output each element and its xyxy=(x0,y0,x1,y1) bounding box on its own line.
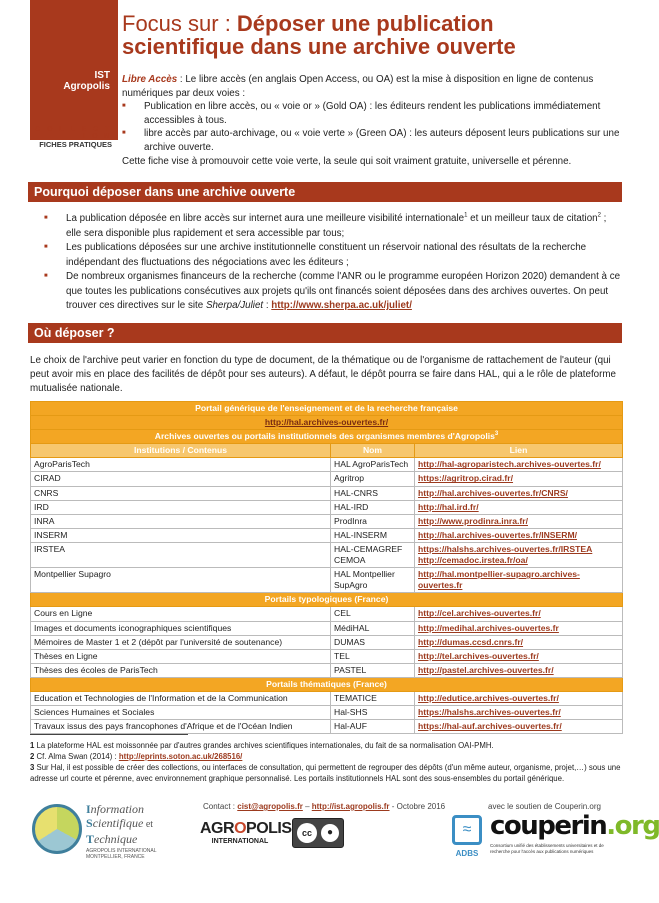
archive-name-cell: HAL Montpellier SupAgro xyxy=(331,568,415,593)
archive-link[interactable]: http://cel.archives-ouvertes.fr/ xyxy=(418,608,541,619)
archive-name-cell: TEL xyxy=(331,649,415,663)
archive-link[interactable]: http://pastel.archives-ouvertes.fr/ xyxy=(418,664,554,675)
archive-link[interactable]: http://hal.montpellier-supagro.archives-ouvertes.fr xyxy=(418,569,580,591)
archive-link[interactable]: http://dumas.ccsd.cnrs.fr/ xyxy=(418,636,524,647)
institution-cell: INSERM xyxy=(31,528,331,542)
intro-block: Libre Accès : Le libre accès (en anglais Open Access, ou OA) est la mise à disposition en ligne de contenus numériques par deux voies : ■ Publication en libre accès, ou « voie or » (Gold OA) : les éditeurs rendent les publications immédiatement accessibles à tous. ■ libre accès par auto-archivage, ou « voie verte » (Green OA) : les auteurs déposent leurs publications sur une archive ouverte. Cette fiche vise à promouvoir cette voie verte, la seule qui soit vraiment gratuite, universelle et pérenne. xyxy=(122,73,620,168)
badge-text: IST Agropolis xyxy=(63,70,110,92)
archive-name-cell: TEMATICE xyxy=(331,691,415,705)
table-row xyxy=(31,706,623,720)
table-row xyxy=(31,514,623,528)
creative-commons-icon: cc ● xyxy=(292,818,344,848)
table-row xyxy=(31,649,623,663)
institution-cell: Sciences Humaines et Sociales xyxy=(31,706,331,720)
table-row xyxy=(31,568,623,593)
archive-link[interactable]: https://agritrop.cirad.fr/ xyxy=(418,473,514,484)
archive-name-cell: HAL-CEMAGREF CEMOA xyxy=(331,542,415,567)
archive-name-cell: CEL xyxy=(331,607,415,621)
archive-link[interactable]: http://hal.archives-ouvertes.fr/INSERM/ xyxy=(418,529,578,540)
table-row xyxy=(31,458,623,472)
adbs-logo: ≈ ADBS xyxy=(450,815,484,870)
archive-link[interactable]: http://www.prodinra.inra.fr/ xyxy=(418,515,528,526)
footnote-2: 2 Cf. Alma Swan (2014) : http://eprints.soton.ac.uk/268516/ xyxy=(30,752,243,762)
archive-name-cell: PASTEL xyxy=(331,663,415,677)
archive-link[interactable]: http://edutice.archives-ouvertes.fr/ xyxy=(418,692,559,703)
archive-name-cell: DUMAS xyxy=(331,635,415,649)
intro-bullet: ■ libre accès par auto-archivage, ou « voie verte » (Green OA) : les auteurs déposent leurs publications sur une archive ouverte. xyxy=(122,127,620,154)
institution-cell: Cours en Ligne xyxy=(31,607,331,621)
table-header-row: Institutions / Contenus Nom Lien xyxy=(31,444,623,458)
footnote-1: 1 La plateforme HAL est moissonnée par d'autres grandes archives scientifiques internationales, du fait de sa normalisation OAI-PMH. xyxy=(30,741,494,750)
table-row xyxy=(31,500,623,514)
section-heading-where: Où déposer ? xyxy=(28,323,622,343)
archive-link[interactable]: http://tel.archives-ouvertes.fr/ xyxy=(418,650,539,661)
archive-link[interactable]: http://hal.archives-ouvertes.fr/CNRS/ xyxy=(418,487,568,498)
table-row xyxy=(31,663,623,677)
collection-badge xyxy=(30,0,118,140)
archive-link[interactable]: http://hal-agroparistech.archives-ouvertes.fr/ xyxy=(418,459,601,470)
footnote-divider xyxy=(30,734,188,735)
intro-bullet: ■ Publication en libre accès, ou « voie or » (Gold OA) : les éditeurs rendent les publications immédiatement accessibles à tous. xyxy=(122,100,620,127)
table-row xyxy=(31,607,623,621)
contact-line: Contact : cist@agropolis.fr – http://ist.agropolis.fr - Octobre 2016 xyxy=(203,802,446,811)
footnote-3: 3 Sur Hal, il est possible de créer des collections, ou interfaces de consultation, qui permettent de regrouper des dépôts (d'un même auteur, organisme, projet,…) sous une adresse url courte et pérenne, avec environnement graphique personnalisé. Les portails institutionnels HAL sont des sous-ensembles du portail générique. xyxy=(30,763,621,784)
swan-link[interactable]: http://eprints.soton.ac.uk/268516/ xyxy=(118,752,243,762)
archive-link[interactable]: https://halshs.archives-ouvertes.fr/ xyxy=(418,707,561,718)
table-row xyxy=(31,621,623,635)
archive-name-cell: Hal-AUF xyxy=(331,720,415,734)
collection-label xyxy=(30,126,118,149)
collection-word: C O L L E C T I O N xyxy=(35,126,112,140)
institution-cell: Thèses des écoles de ParisTech xyxy=(31,663,331,677)
institution-cell: AgroParisTech xyxy=(31,458,331,472)
table-row xyxy=(31,528,623,542)
table-row xyxy=(31,542,623,567)
ist-logo-emblem-icon xyxy=(32,804,82,854)
sherpa-juliet-link[interactable]: http://www.sherpa.ac.uk/juliet/ xyxy=(271,300,412,311)
institution-cell: Images et documents iconographiques scientifiques xyxy=(31,621,331,635)
institution-cell: Mémoires de Master 1 et 2 (dépôt par l'université de soutenance) xyxy=(31,635,331,649)
couperin-logo: couperin.org Consortium unifié des établissements universitaires et de recherche pour l'accès aux publications numériques xyxy=(490,811,659,854)
footnotes xyxy=(30,740,626,784)
series-name: FICHES PRATIQUES xyxy=(39,140,112,149)
archive-link[interactable]: https://hal-auf.archives-ouvertes.fr/ xyxy=(418,721,562,732)
archive-name-cell: HAL-INSERM xyxy=(331,528,415,542)
archives-table xyxy=(30,401,623,734)
archive-name-cell: Agritrop xyxy=(331,472,415,486)
why-list xyxy=(38,212,624,314)
archive-name-cell: Hal-SHS xyxy=(331,706,415,720)
agropolis-logo: AGROPOLIS INTERNATIONAL xyxy=(200,820,292,845)
table-row xyxy=(31,486,623,500)
table-band: Portails thématiques (France) xyxy=(31,677,623,691)
archive-link[interactable]: http://medihal.archives-ouvertes.fr xyxy=(418,622,559,633)
why-bullet-visibility: ■ La publication déposée en libre accès sur internet aura une meilleure visibilité internationale$^1$ et un meilleur taux de citation$^2$ ; elle sera disponible plus rapidement et sera accessible par tous; xyxy=(38,212,624,241)
ist-logo-subtitle: AGROPOLIS INTERNATIONAL MONTPELLIER, FRANCE xyxy=(86,848,157,860)
institution-cell: IRD xyxy=(31,500,331,514)
institution-cell: CIRAD xyxy=(31,472,331,486)
institution-cell: Montpellier Supagro xyxy=(31,568,331,593)
institution-cell: Thèses en Ligne xyxy=(31,649,331,663)
table-band xyxy=(31,416,623,430)
why-bullet-reservoir: ■ Les publications déposées sur une archive institutionnelle constituent un réservoir national des résultats de la recherche indépendant des fluctuations des négociations avec les éditeurs ; xyxy=(38,241,624,270)
where-text: Le choix de l'archive peut varier en fonction du type de document, de la thématique ou de l'organisme de rattachement de l'auteur (qui peut avoir mis en place des facilités de dépôt pour ses auteurs). A défaut, le dépôt pourra se faire dans HAL, qui a le rôle de plateforme mutualisée nationale. xyxy=(30,355,616,395)
contact-email-link[interactable]: cist@agropolis.fr xyxy=(237,802,303,811)
ist-logo-text: Information Scientifique et Technique xyxy=(86,802,154,846)
institution-cell: INRA xyxy=(31,514,331,528)
table-row xyxy=(31,720,623,734)
section-heading-why: Pourquoi déposer dans une archive ouverte xyxy=(28,182,622,202)
table-band: Portails typologiques (France) xyxy=(31,593,623,607)
term-libre-acces: Libre Accès xyxy=(122,74,178,85)
adbs-wave-icon: ≈ xyxy=(452,815,482,845)
table-row xyxy=(31,691,623,705)
archive-name-cell: HAL-IRD xyxy=(331,500,415,514)
page-title: Focus sur : Déposer une publication scientifique dans une archive ouverte xyxy=(122,11,516,59)
archive-name-cell: MédiHAL xyxy=(331,621,415,635)
archive-link[interactable]: https://halshs.archives-ouvertes.fr/IRSTEA http://cemadoc.irstea.fr/oa/ xyxy=(418,543,593,566)
table-row xyxy=(31,472,623,486)
table-band: Archives ouvertes ou portails institutionnels des organismes membres d'Agropolis$^3$ xyxy=(31,430,623,444)
hal-generic-link[interactable]: http://hal.archives-ouvertes.fr/ xyxy=(264,417,389,428)
institution-cell: Travaux issus des pays francophones d'Afrique et de l'Océan Indien xyxy=(31,720,331,734)
contact-site-link[interactable]: http://ist.agropolis.fr xyxy=(311,802,390,811)
intro-closing: Cette fiche vise à promouvoir cette voie verte, la seule qui soit vraiment gratuite, universelle et pérenne. xyxy=(122,155,572,167)
archive-name-cell: HAL AgroParisTech xyxy=(331,458,415,472)
why-bullet-funders: ■ De nombreux organismes financeurs de la recherche (comme l'ANR ou le programme européen Horizon 2020) demandent à ce que toutes les publications consécutives aux projets qu'ils ont financés soient déposées dans des archives ouvertes. On peut trouver ces directives sur le site Sherpa/Juliet : http://www.sherpa.ac.uk/juliet/ xyxy=(38,270,624,314)
archive-name-cell: HAL-CNRS xyxy=(331,486,415,500)
ist-logo xyxy=(30,800,170,872)
table-row xyxy=(31,635,623,649)
institution-cell: CNRS xyxy=(31,486,331,500)
table-band: Portail générique de l'enseignement et de la recherche française xyxy=(31,402,623,416)
archive-link[interactable]: http://hal.ird.fr/ xyxy=(418,501,479,512)
archive-name-cell: ProdInra xyxy=(331,514,415,528)
institution-cell: Education et Technologies de l'Information et de la Communication xyxy=(31,691,331,705)
support-line: avec le soutien de Couperin.org xyxy=(488,802,601,811)
attribution-icon: ● xyxy=(321,824,339,842)
institution-cell: IRSTEA xyxy=(31,542,331,567)
